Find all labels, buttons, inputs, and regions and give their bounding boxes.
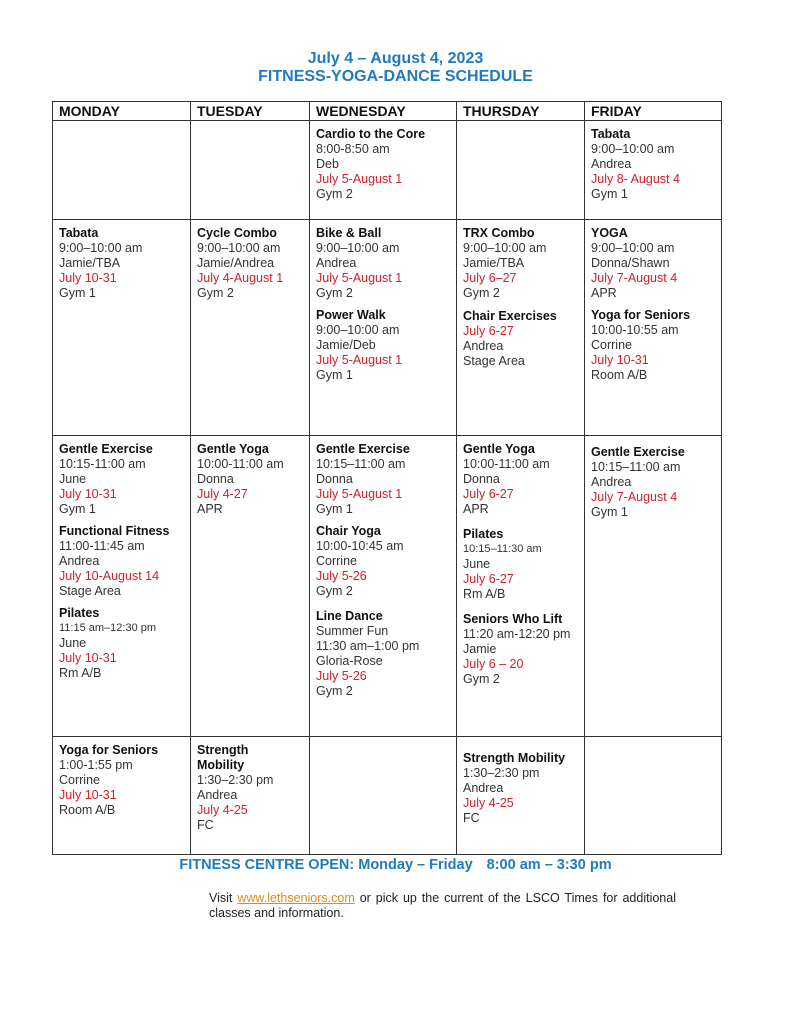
class-detail: Rm A/B <box>463 587 506 601</box>
schedule-row <box>53 737 722 855</box>
class-detail: Gym 2 <box>463 672 500 686</box>
note-suffix: or pick up the current of the LSCO Times for additional classes and information. <box>209 891 676 920</box>
class-dates: July 5-August 1 <box>316 271 403 285</box>
class-entry <box>463 226 578 301</box>
class-detail: Corrine <box>316 554 357 568</box>
class-detail: 9:00–10:00 am <box>316 241 400 255</box>
class-detail: Jamie/TBA <box>59 256 121 270</box>
schedule-cell-wednesday <box>310 737 457 855</box>
class-entry <box>59 606 184 681</box>
class-entry <box>59 442 184 517</box>
class-detail: 10:15-11:00 am <box>59 457 146 471</box>
schedule-cell-thursday <box>457 436 585 737</box>
class-detail: Jamie <box>463 642 497 656</box>
class-dates: July 4-25 <box>463 796 514 810</box>
class-name: Strength Mobility <box>463 751 566 765</box>
class-dates: July 6 – 20 <box>463 657 524 671</box>
class-entry <box>591 226 715 301</box>
class-detail: 10:00-10:45 am <box>316 539 404 553</box>
class-detail: Room A/B <box>591 368 648 382</box>
schedule-cell-thursday <box>457 220 585 436</box>
class-entry <box>463 309 578 369</box>
class-dates: July 10-August 14 <box>59 569 160 583</box>
class-detail: Stage Area <box>59 584 121 598</box>
class-name: Gentle Exercise <box>316 442 410 456</box>
note-prefix: Visit <box>209 891 238 905</box>
class-detail: June <box>59 636 87 650</box>
schedule-cell-tuesday <box>191 121 310 220</box>
class-dates: July 4-27 <box>197 487 248 501</box>
class-entry <box>59 524 184 599</box>
hours-time: 8:00 am – 3:30 pm <box>486 857 612 873</box>
class-detail: Stage Area <box>463 354 525 368</box>
class-detail: FC <box>197 818 214 832</box>
class-entry <box>316 524 450 599</box>
class-entry <box>591 308 715 383</box>
schedule-table <box>52 101 722 855</box>
class-dates: July 10-31 <box>59 651 117 665</box>
class-detail: Andrea <box>463 339 504 353</box>
class-detail: 9:00–10:00 am <box>316 323 400 337</box>
class-detail: Jamie/Deb <box>316 338 376 352</box>
class-dates: July 6-27 <box>463 487 514 501</box>
class-detail: 11:15 am–12:30 pm <box>59 622 157 634</box>
class-dates: July 4-25 <box>197 803 248 817</box>
class-detail: Gym 1 <box>591 505 628 519</box>
class-detail: Rm A/B <box>59 666 102 680</box>
class-detail: Gym 1 <box>316 502 353 516</box>
class-detail: Andrea <box>197 788 238 802</box>
class-detail: 1:30–2:30 pm <box>197 773 274 787</box>
class-detail: Gym 2 <box>463 286 500 300</box>
class-name: Tabata <box>59 226 99 240</box>
day-header-thursday: THURSDAY <box>457 102 585 121</box>
schedule-cell-wednesday <box>310 436 457 737</box>
class-dates: July 6–27 <box>463 271 517 285</box>
class-name: Power Walk <box>316 308 386 322</box>
class-entry <box>591 127 715 202</box>
class-detail: Summer Fun <box>316 624 389 638</box>
class-detail: 1:00-1:55 pm <box>59 758 133 772</box>
class-detail: 11:30 am–1:00 pm <box>316 639 420 653</box>
class-name: Gentle Exercise <box>59 442 153 456</box>
schedule-row <box>53 121 722 220</box>
class-entry <box>463 751 578 826</box>
class-detail: 10:00-11:00 am <box>463 457 550 471</box>
class-detail: Corrine <box>59 773 100 787</box>
class-detail: Donna/Shawn <box>591 256 670 270</box>
day-header-friday: FRIDAY <box>585 102 722 121</box>
class-name: Cycle Combo <box>197 226 277 240</box>
class-dates: July 10-31 <box>59 487 117 501</box>
class-name: Gentle Yoga <box>197 442 269 456</box>
class-name: Gentle Exercise <box>591 445 685 459</box>
schedule-cell-friday <box>585 436 722 737</box>
class-detail: Andrea <box>316 256 357 270</box>
class-detail: Gym 1 <box>591 187 628 201</box>
schedule-title: FITNESS-YOGA-DANCE SCHEDULE <box>258 68 533 85</box>
class-detail: Room A/B <box>59 803 116 817</box>
class-detail: June <box>59 472 87 486</box>
class-dates: July 6-27 <box>463 324 514 338</box>
class-name: Functional Fitness <box>59 524 170 538</box>
class-entry <box>316 308 450 383</box>
class-detail: Deb <box>316 157 339 171</box>
schedule-cell-friday <box>585 220 722 436</box>
class-detail: Gloria-Rose <box>316 654 383 668</box>
class-dates: July 5-26 <box>316 669 367 683</box>
class-detail: FC <box>463 811 480 825</box>
class-name: Seniors Who Lift <box>463 612 563 626</box>
class-detail: APR <box>591 286 617 300</box>
class-detail: Corrine <box>591 338 632 352</box>
class-dates: July 10-31 <box>59 271 117 285</box>
fitness-centre-hours <box>0 857 791 873</box>
class-dates: July 5-August 1 <box>316 487 403 501</box>
class-entry <box>197 442 303 517</box>
schedule-cell-friday <box>585 737 722 855</box>
schedule-cell-monday <box>53 436 191 737</box>
class-detail: 9:00–10:00 am <box>197 241 281 255</box>
class-detail: 10:15–11:30 am <box>463 543 542 555</box>
class-detail: Andrea <box>591 475 632 489</box>
class-dates: July 10-31 <box>59 788 117 802</box>
class-name: Pilates <box>463 527 504 541</box>
class-detail: Gym 2 <box>197 286 234 300</box>
class-entry <box>59 226 184 301</box>
schedule-cell-wednesday <box>310 121 457 220</box>
class-detail: Andrea <box>59 554 100 568</box>
class-entry <box>591 445 715 520</box>
class-entry <box>463 612 578 687</box>
class-detail: APR <box>197 502 223 516</box>
class-dates: July 7-August 4 <box>591 271 678 285</box>
class-name: Cardio to the Core <box>316 127 426 141</box>
class-detail: 1:30–2:30 pm <box>463 766 540 780</box>
class-name: Chair Exercises <box>463 309 557 323</box>
class-detail: 10:00-11:00 am <box>197 457 284 471</box>
class-detail: 10:15–11:00 am <box>591 460 681 474</box>
class-name: Tabata <box>591 127 631 141</box>
class-dates: July 4-August 1 <box>197 271 284 285</box>
class-detail: APR <box>463 502 489 516</box>
schedule-cell-friday <box>585 121 722 220</box>
class-dates: July 10-31 <box>591 353 649 367</box>
class-name: Line Dance <box>316 609 383 623</box>
class-name: TRX Combo <box>463 226 535 240</box>
schedule-cell-thursday <box>457 737 585 855</box>
class-detail: Gym 2 <box>316 684 353 698</box>
footer-note <box>209 891 676 921</box>
day-header-monday: MONDAY <box>53 102 191 121</box>
class-name: Pilates <box>59 606 100 620</box>
day-header-tuesday: TUESDAY <box>191 102 310 121</box>
schedule-row <box>53 436 722 737</box>
class-name: Yoga for Seniors <box>591 308 691 322</box>
class-dates: July 8- August 4 <box>591 172 680 186</box>
schedule-cell-wednesday <box>310 220 457 436</box>
class-name: Bike & Ball <box>316 226 382 240</box>
day-header-row <box>53 102 722 121</box>
schedule-cell-tuesday <box>191 737 310 855</box>
class-detail: June <box>463 557 491 571</box>
class-entry <box>197 743 303 833</box>
class-detail: Gym 2 <box>316 286 353 300</box>
class-detail: 8:00-8:50 am <box>316 142 390 156</box>
class-detail: 9:00–10:00 am <box>59 241 143 255</box>
class-dates: July 6-27 <box>463 572 514 586</box>
class-entry <box>197 226 303 301</box>
class-detail: 9:00–10:00 am <box>591 241 675 255</box>
schedule-cell-monday <box>53 737 191 855</box>
schedule-cell-tuesday <box>191 436 310 737</box>
schedule-cell-monday <box>53 220 191 436</box>
class-entry <box>316 127 450 202</box>
website-link[interactable]: www.lethseniors.com <box>237 891 355 905</box>
schedule-cell-monday <box>53 121 191 220</box>
class-detail: Donna <box>463 472 500 486</box>
day-header-wednesday: WEDNESDAY <box>310 102 457 121</box>
class-entry <box>316 226 450 301</box>
class-dates: July 5-August 1 <box>316 172 403 186</box>
class-detail: Jamie/TBA <box>463 256 525 270</box>
class-detail: Gym 2 <box>316 187 353 201</box>
schedule-cell-tuesday <box>191 220 310 436</box>
class-entry <box>463 442 578 517</box>
class-name: YOGA <box>591 226 628 240</box>
class-detail: Gym 1 <box>59 502 96 516</box>
class-entry <box>316 609 450 699</box>
class-detail: Donna <box>316 472 353 486</box>
class-name: Chair Yoga <box>316 524 381 538</box>
class-detail: 11:20 am-12:20 pm <box>463 627 571 641</box>
schedule-row <box>53 220 722 436</box>
class-dates: July 5-26 <box>316 569 367 583</box>
class-detail: Jamie/Andrea <box>197 256 275 270</box>
class-detail: Gym 1 <box>59 286 96 300</box>
class-dates: July 7-August 4 <box>591 490 678 504</box>
class-entry <box>316 442 450 517</box>
schedule-cell-thursday <box>457 121 585 220</box>
class-detail: Gym 1 <box>316 368 353 382</box>
class-detail: Andrea <box>463 781 504 795</box>
class-detail: Gym 2 <box>316 584 353 598</box>
class-entry <box>59 743 184 818</box>
class-detail: Donna <box>197 472 234 486</box>
class-name: Gentle Yoga <box>463 442 535 456</box>
class-detail: 11:00-11:45 am <box>59 539 145 553</box>
class-detail: 9:00–10:00 am <box>591 142 675 156</box>
class-detail: 9:00–10:00 am <box>463 241 547 255</box>
class-detail: Andrea <box>591 157 632 171</box>
class-name: Strength Mobility <box>197 743 249 772</box>
class-name: Yoga for Seniors <box>59 743 159 757</box>
schedule-body <box>53 121 722 855</box>
hours-label: FITNESS CENTRE OPEN: Monday – Friday <box>179 857 473 873</box>
class-dates: July 5-August 1 <box>316 353 403 367</box>
class-detail: 10:00-10:55 am <box>591 323 679 337</box>
date-range-title: July 4 – August 4, 2023 <box>307 50 484 67</box>
class-detail: 10:15–11:00 am <box>316 457 406 471</box>
class-entry <box>463 527 578 602</box>
